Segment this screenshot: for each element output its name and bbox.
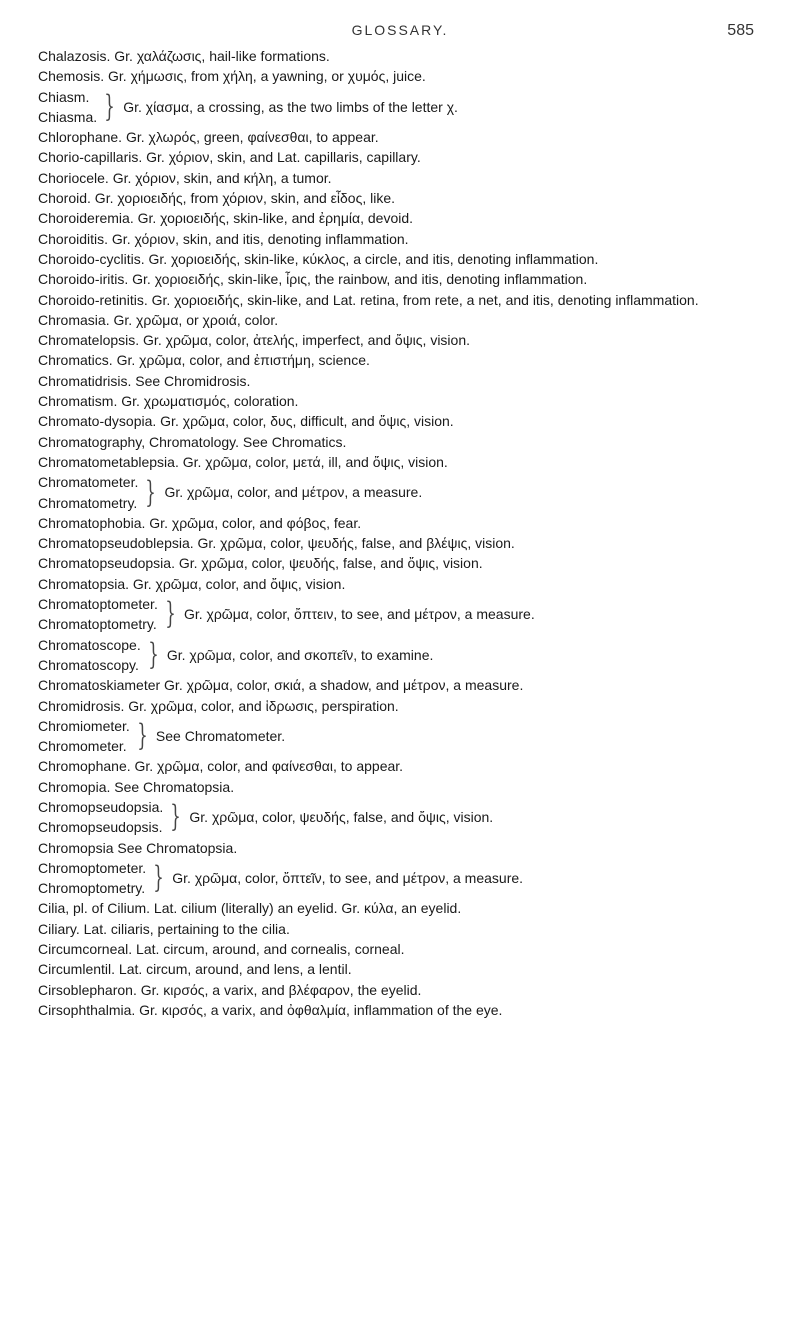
glossary-entry: Choroido-retinitis. Gr. χοριοειδής, skin-like, and Lat. retina, from rete, a net, and itis, denoting inflammation. [38,291,699,308]
brace-icon: } [165,596,176,632]
glossary-entry: Chromidrosis. Gr. χρῶμα, color, and ἱδρωσις, perspiration. [38,697,399,714]
glossary-entry: Choroido-iritis. Gr. χοριοειδής, skin-like, ἶρις, the rainbow, and itis, denoting inflammation. [38,271,588,288]
glossary-term: Chromoptometer. [38,859,147,876]
glossary-definition: Gr. χρῶμα, color, and μέτρον, a measure. [164,484,423,501]
glossary-entry: Choroideremia. Gr. χοριοειδής, skin-like, and ἐρημία, devoid. [38,210,414,227]
page-number: 585 [727,22,754,39]
glossary-definition: Gr. χρῶμα, color, and σκοπεῖν, to examine. [166,646,434,663]
glossary-entry: Choroiditis. Gr. χόριον, skin, and itis, denoting inflammation. [38,230,409,247]
paired-terms [38,635,141,676]
glossary-entry-pair [38,635,773,676]
brace-icon: } [148,636,159,672]
glossary-term: Chromatoscope. [38,636,141,653]
glossary-entry: Cilia, pl. of Cilium. Lat. cilium (literally) an eyelid. Gr. κύλα, an eyelid. [38,900,462,917]
paired-terms [38,594,158,635]
page-header [0,22,800,42]
glossary-entry: Chlorophane. Gr. χλωρός, green, φαίνεσθαι, to appear. [38,129,379,146]
glossary-entry: Chromatophobia. Gr. χρῶμα, color, and φόβος, fear. [38,514,362,531]
glossary-entry-pair [38,87,773,128]
glossary-entry: Chorio-capillaris. Gr. χόριον, skin, and Lat. capillaris, capillary. [38,149,421,166]
glossary-term: Chromatometry. [38,494,138,511]
glossary-entry: Chromatopseudoblepsia. Gr. χρῶμα, color, ψευδής, false, and βλέψις, vision. [38,535,515,552]
glossary-entry: Chromatics. Gr. χρῶμα, color, and ἐπιστήμη, science. [38,352,370,369]
glossary-term: Chromatoptometry. [38,616,157,633]
glossary-entry: Chromatopsia. Gr. χρῶμα, color, and ὄψις, vision. [38,575,346,592]
glossary-entry: Cirsoblepharon. Gr. κιρσός, a varix, and βλέφαρον, the eyelid. [38,981,422,998]
glossary-entry: Chromatidrisis. See Chromidrosis. [38,372,251,389]
glossary-list [38,46,773,1020]
glossary-entry-pair [38,594,773,635]
running-title: GLOSSARY. [351,22,449,38]
glossary-term: Chromometer. [38,738,127,755]
glossary-term: Chiasma. [38,108,98,125]
glossary-term: Chromatoptometer. [38,596,158,613]
paired-terms [38,87,97,128]
glossary-entry: Choroid. Gr. χοριοειδής, from χόριον, skin, and εἶδος, like. [38,190,396,207]
paired-terms [38,472,138,513]
glossary-term: Chromopseudopsis. [38,819,163,836]
paired-terms [38,858,146,899]
glossary-entry: Chromopsia See Chromatopsia. [38,839,238,856]
glossary-entry-pair [38,797,773,838]
glossary-entry: Chromasia. Gr. χρῶμα, or χροιά, color. [38,311,279,328]
glossary-definition: Gr. χίασμα, a crossing, as the two limbs of the letter χ. [123,98,458,115]
brace-icon: } [153,860,164,896]
glossary-entry: Circumcorneal. Lat. circum, around, and cornealis, corneal. [38,941,405,958]
glossary-term: Chromoptometry. [38,880,146,897]
glossary-entry: Choroido-cyclitis. Gr. χοριοειδής, skin-like, κύκλος, a circle, and itis, denoting inflammation. [38,250,599,267]
brace-icon: } [145,474,157,510]
paired-terms [38,716,130,757]
glossary-definition: Gr. χρῶμα, color, ὄπτειν, to see, and μέτρον, a measure. [183,606,535,623]
glossary-entry: Chromatography, Chromatology. See Chromatics. [38,433,347,450]
glossary-entry: Choriocele. Gr. χόριον, skin, and κήλη, a tumor. [38,169,332,186]
glossary-entry: Chromatopseudopsia. Gr. χρῶμα, color, ψευδής, false, and ὄψις, vision. [38,555,483,572]
brace-icon: } [137,718,148,754]
glossary-entry: Chalazosis. Gr. χαλάζωσις, hail-like formations. [38,48,330,64]
glossary-term: Chiasm. [38,88,90,105]
glossary-entry: Circumlentil. Lat. circum, around, and lens, a lentil. [38,961,352,978]
glossary-entry: Chromopia. See Chromatopsia. [38,778,235,795]
glossary-definition: Gr. χρῶμα, color, ὄπτεῖν, to see, and μέτρον, a measure. [172,870,524,887]
glossary-entry-pair [38,716,773,757]
glossary-entry-pair [38,472,773,513]
brace-icon: } [104,88,115,124]
paired-terms [38,797,163,838]
glossary-entry: Cirsophthalmia. Gr. κιρσός, a varix, and ὀφθαλμία, inflammation of the eye. [38,1001,503,1018]
glossary-entry: Chromatism. Gr. χρωματισμός, coloration. [38,393,299,410]
glossary-entry: Chemosis. Gr. χήμωσις, from χήλη, a yawning, or χυμός, juice. [38,68,426,85]
glossary-term: Chromopseudopsia. [38,798,164,815]
glossary-entry: Chromato-dysopia. Gr. χρῶμα, color, δυς, difficult, and ὄψις, vision. [38,413,454,430]
glossary-term: Chromatoscopy. [38,656,139,673]
glossary-entry: Ciliary. Lat. ciliaris, pertaining to the cilia. [38,920,290,937]
glossary-entry: Chromophane. Gr. χρῶμα, color, and φαίνεσθαι, to appear. [38,758,404,775]
glossary-definition: Gr. χρῶμα, color, ψευδής, false, and ὄψις, vision. [189,809,494,826]
glossary-definition: See Chromatometer. [155,727,286,744]
glossary-term: Chromatometer. [38,474,139,491]
glossary-entry: Chromatelopsis. Gr. χρῶμα, color, ἀτελής, imperfect, and ὄψις, vision. [38,332,470,349]
glossary-term: Chromiometer. [38,717,130,734]
brace-icon: } [170,799,182,835]
glossary-entry-pair [38,858,773,899]
glossary-entry: Chromatoskiameter Gr. χρῶμα, color, σκιά, a shadow, and μέτρον, a measure. [38,677,524,694]
glossary-entry: Chromatometablepsia. Gr. χρῶμα, color, μετά, ill, and ὄψις, vision. [38,453,448,470]
